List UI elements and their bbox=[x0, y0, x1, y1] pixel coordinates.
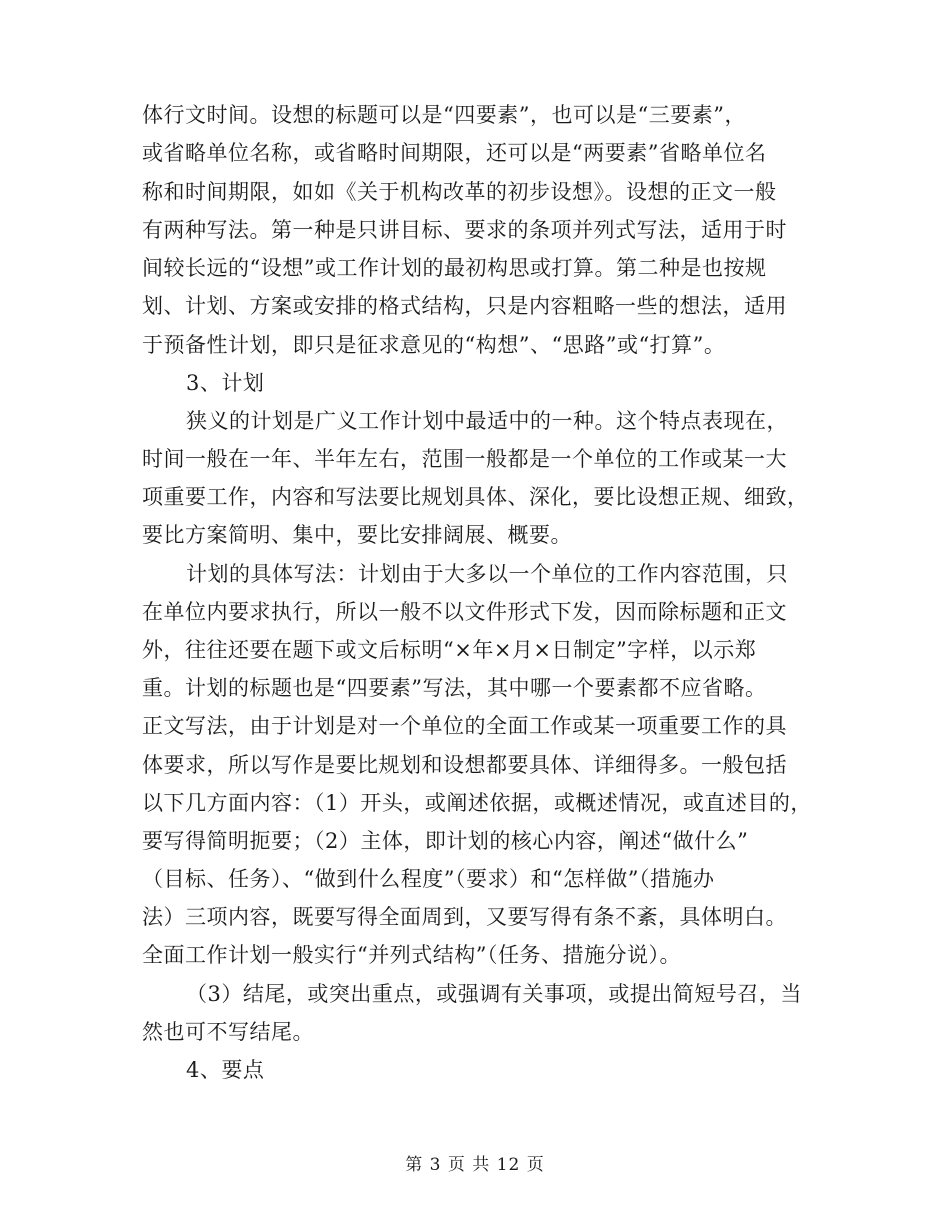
paragraph-line: 外，往往还要在题下或文后标明“×年×月×日制定”字样，以示郑 bbox=[142, 638, 757, 662]
paragraph-line: 或省略单位名称，或省略时间期限，还可以是“两要素”省略单位名 bbox=[142, 141, 767, 165]
paragraph-line: 法）三项内容，既要写得全面周到，又要写得有条不紊，具体明白。 bbox=[142, 905, 787, 929]
paragraph-line: 时间一般在一年、半年左右，范围一般都是一个单位的工作或某一大 bbox=[142, 447, 787, 471]
paragraph-line: 间较长远的“设想”或工作计划的最初构思或打算。第二种是也按规 bbox=[142, 256, 767, 280]
page-number-footer: 第 3 页 共 12 页 bbox=[405, 1155, 545, 1175]
paragraph-line: 计划的具体写法：计划由于大多以一个单位的工作内容范围，只 bbox=[186, 562, 788, 586]
paragraph-line: 有两种写法。第一种是只讲目标、要求的条项并列式写法，适用于时 bbox=[142, 218, 787, 242]
section-heading: 4、要点 bbox=[186, 1058, 265, 1082]
paragraph-line: 于预备性计划，即只是征求意见的“构想”、“思路”或“打算”。 bbox=[142, 333, 726, 357]
section-heading: 3、计划 bbox=[186, 371, 265, 395]
paragraph-line: 狭义的计划是广义工作计划中最适中的一种。这个特点表现在， bbox=[186, 409, 788, 433]
paragraph-line: 全面工作计划一般实行“并列式结构”（任务、措施分说）。 bbox=[142, 943, 681, 967]
paragraph-line: 要写得简明扼要；（2）主体，即计划的核心内容，阐述“做什么” bbox=[142, 829, 749, 853]
paragraph-line: 划、计划、方案或安排的格式结构，只是内容粗略一些的想法，适用 bbox=[142, 294, 787, 318]
paragraph-line: （目标、任务）、“做到什么程度”（要求）和“怎样做”（措施办 bbox=[142, 867, 715, 891]
paragraph-line: 重。计划的标题也是“四要素”写法，其中哪一个要素都不应省略。 bbox=[142, 676, 767, 700]
paragraph-line: 项重要工作，内容和写法要比规划具体、深化，要比设想正规、细致， bbox=[142, 485, 809, 509]
paragraph-line: 体行文时间。设想的标题可以是“四要素”，也可以是“三要素”， bbox=[142, 103, 746, 127]
paragraph-line: 以下几方面内容：（1）开头，或阐述依据，或概述情况，或直述目的， bbox=[142, 791, 812, 815]
paragraph-line: 体要求，所以写作是要比规划和设想都要具体、详细得多。一般包括 bbox=[142, 753, 787, 777]
paragraph-line: 称和时间期限，如如《关于机构改革的初步设想》。设想的正文一般 bbox=[142, 180, 777, 204]
paragraph-line: 在单位内要求执行，所以一般不以文件形式下发，因而除标题和正文 bbox=[142, 600, 787, 624]
paragraph-line: 然也可不写结尾。 bbox=[142, 1020, 314, 1044]
paragraph-line: （3）结尾，或突出重点，或强调有关事项，或提出简短号召，当 bbox=[186, 982, 802, 1006]
paragraph-line: 要比方案简明、集中，要比安排阔展、概要。 bbox=[142, 523, 572, 547]
paragraph-line: 正文写法，由于计划是对一个单位的全面工作或某一项重要工作的具 bbox=[142, 714, 787, 738]
